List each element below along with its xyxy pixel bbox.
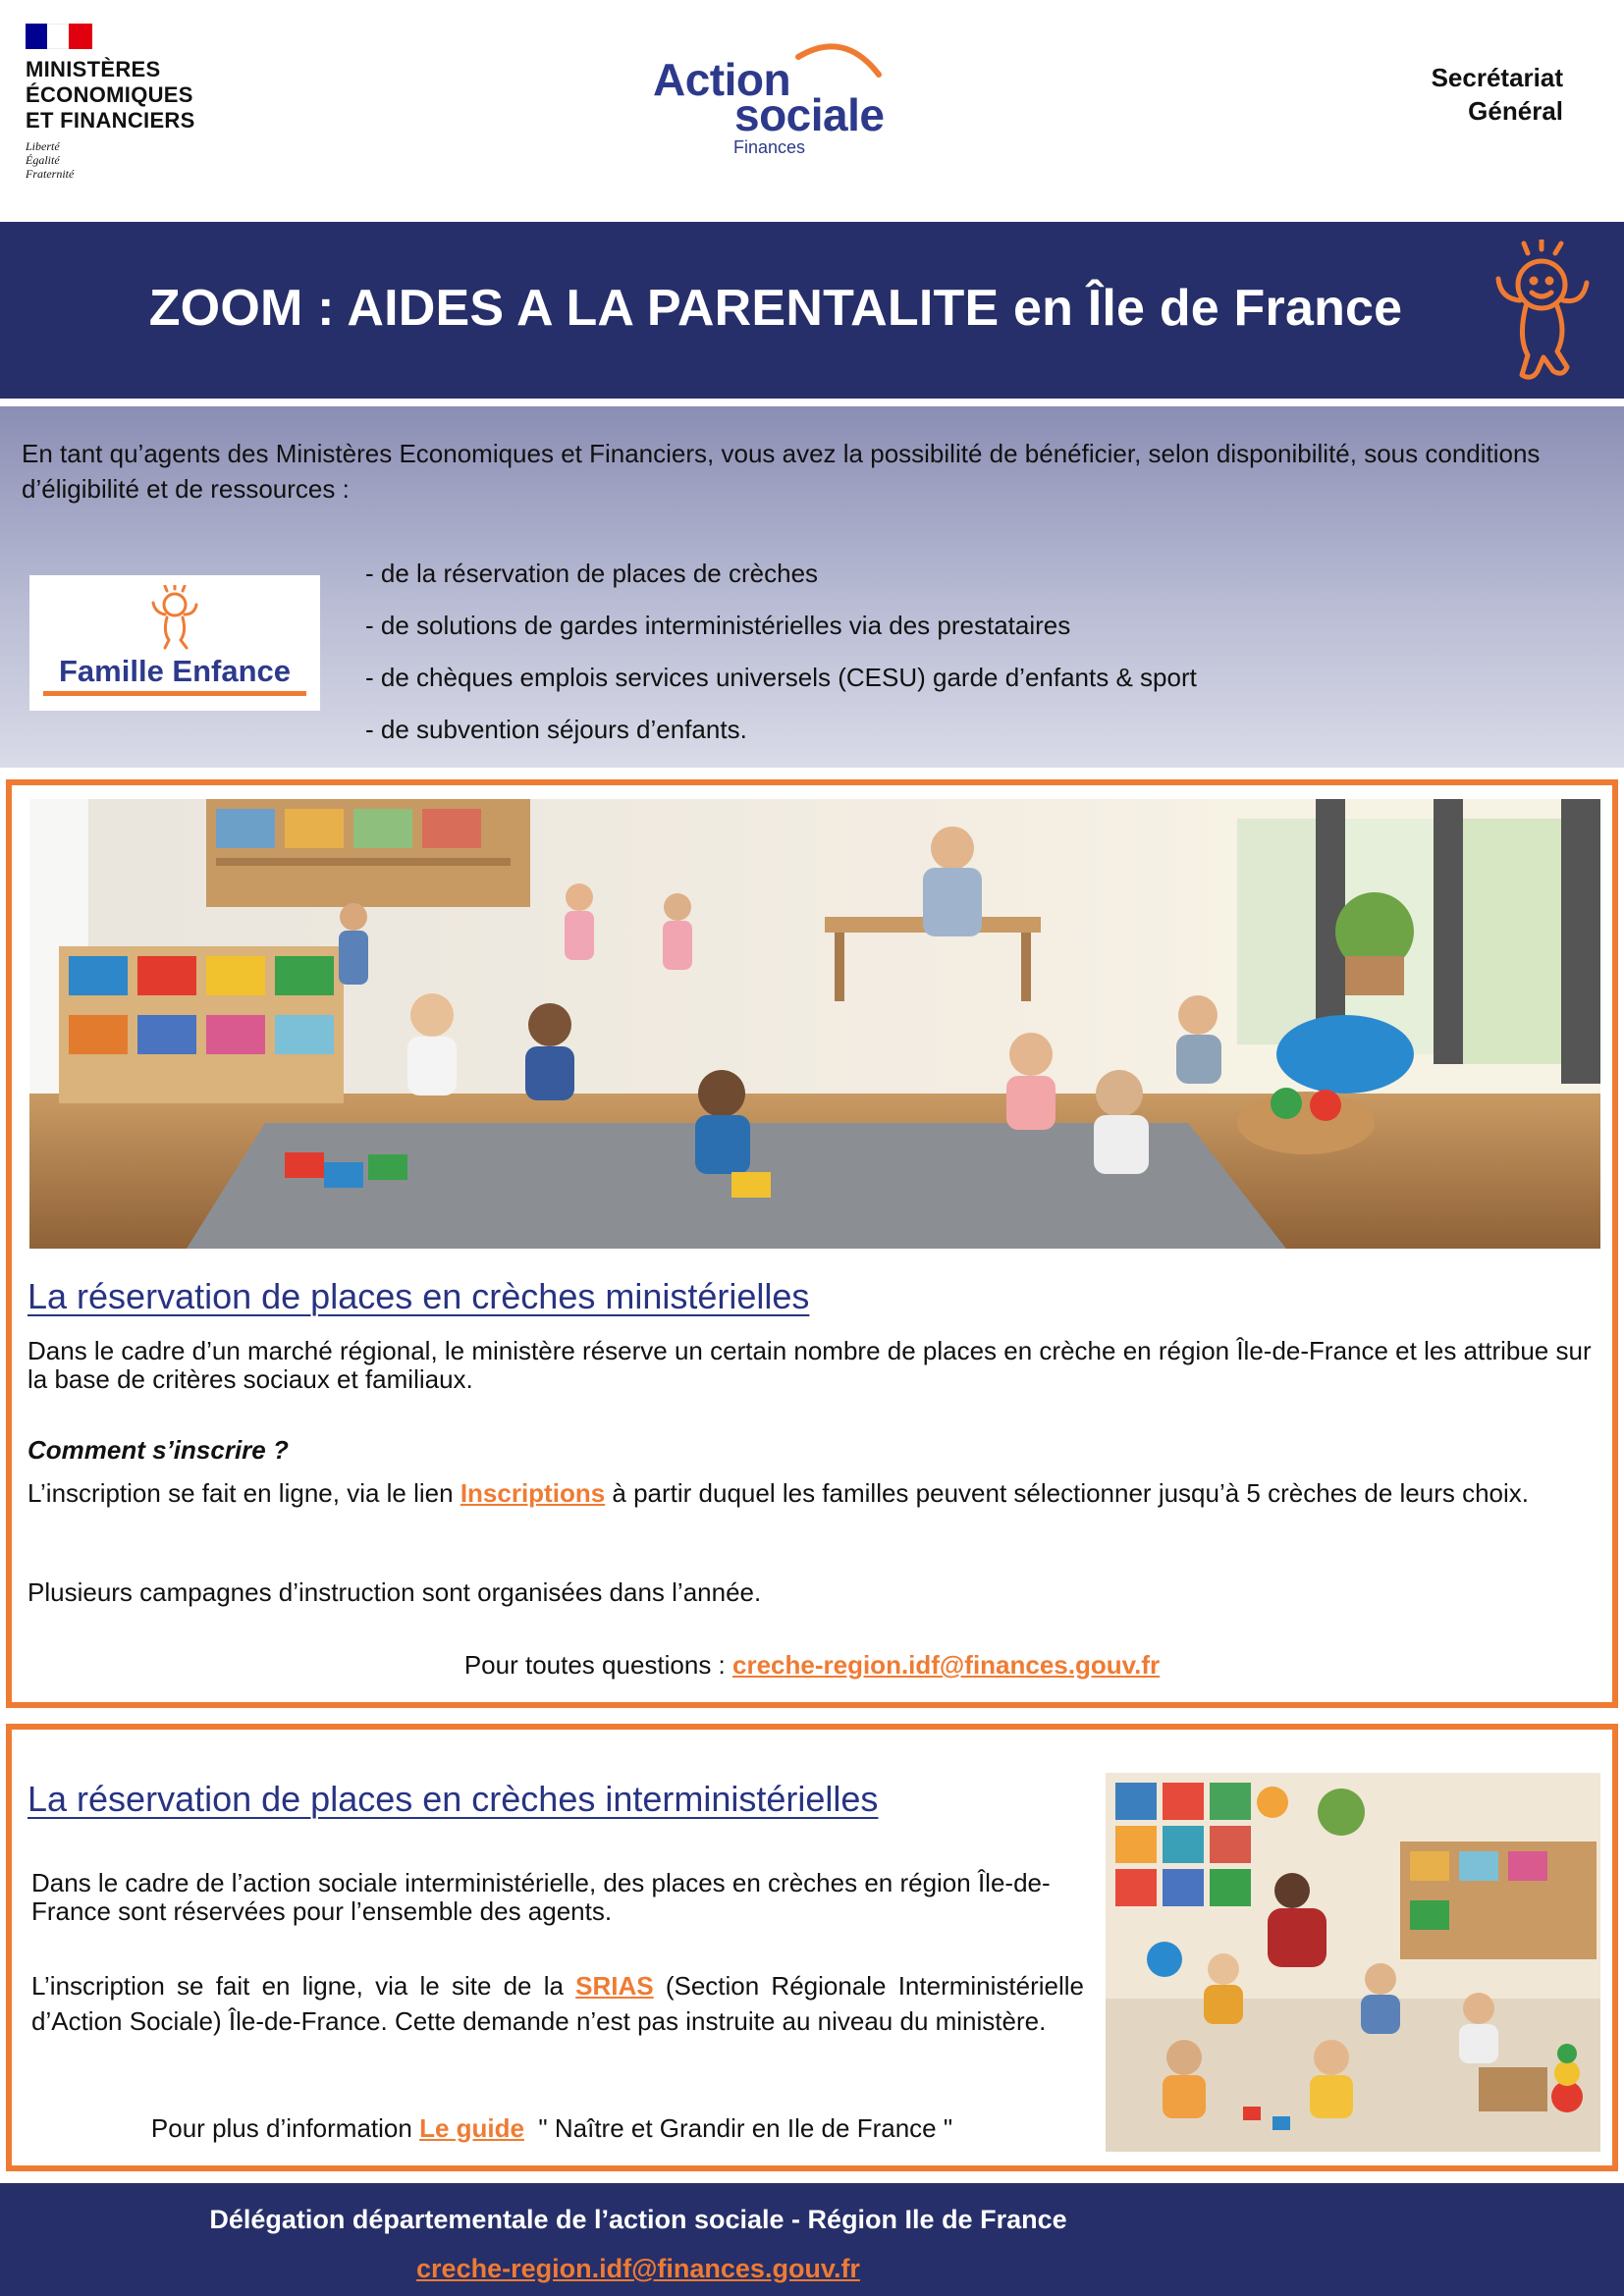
srias-link[interactable]: SRIAS (575, 1971, 654, 2001)
action-sociale-logo (643, 35, 918, 163)
text-fragment: " Naître et Grandir en Ile de France " (523, 2113, 953, 2143)
section-interministerial-creches (6, 1724, 1618, 2171)
secretariat-line: Secrétariat (1431, 63, 1563, 92)
ministry-name-line: MINISTÈRES (26, 57, 161, 81)
famille-enfance-logo (29, 575, 320, 711)
french-flag-icon (26, 24, 92, 49)
page-footer (0, 2183, 1624, 2296)
secretariat-line: Général (1468, 96, 1563, 126)
text-fragment: L’inscription se fait en ligne, via le site de la (31, 1971, 576, 2001)
section-paragraph: Dans le cadre de l’action sociale interministérielle, des places en crèches en région Île-de-France sont réservées pour l’ensemble des agents. (31, 1868, 1051, 1926)
motto-line: Fraternité (26, 167, 75, 181)
section-paragraph: Plusieurs campagnes d’instruction sont organisées dans l’année. (27, 1577, 762, 1607)
contact-line (12, 1651, 1612, 1680)
page-title: ZOOM : AIDES A LA PARENTALITE en Île de France (148, 280, 1403, 337)
intro-panel (0, 406, 1624, 768)
logo-sociale-text: sociale (734, 89, 885, 140)
section-paragraph: Dans le cadre d’un marché régional, le ministère réserve un certain nombre de places en crèche en région Île-de-France et les attribue sur la base de critères sociaux et familiaux. (27, 1336, 1592, 1394)
subheading: Comment s’inscrire ? (27, 1435, 289, 1465)
list-item: - de solutions de gardes interministérielles via des prestataires (365, 611, 1071, 640)
info-line (12, 2114, 1092, 2143)
inscriptions-link[interactable]: Inscriptions (460, 1478, 606, 1508)
motto-line: Liberté (26, 139, 60, 153)
list-item: - de la réservation de places de crèches (365, 559, 819, 588)
children-playroom-photo (1106, 1773, 1600, 2152)
ministry-name-line: ET FINANCIERS (26, 108, 195, 133)
child-icon (145, 585, 204, 650)
contact-email-link[interactable]: creche-region.idf@finances.gouv.fr (732, 1650, 1161, 1680)
page-header (0, 0, 1624, 222)
nursery-classroom-photo (29, 799, 1600, 1249)
motto-line: Égalité (26, 153, 60, 167)
logo-finances-text: Finances (733, 137, 806, 157)
ministry-logo (26, 24, 232, 181)
ministry-name-line: ÉCONOMIQUES (26, 82, 193, 107)
list-item: - de subvention séjours d’enfants. (365, 715, 747, 744)
intro-text: En tant qu’agents des Ministères Economiques et Financiers, vous avez la possibilité de bénéficier, selon disponibilité, sous conditions d’éligibilité et de ressources : (22, 439, 1541, 504)
text-fragment: Pour plus d’information (150, 2113, 420, 2143)
ministry-motto (26, 139, 232, 181)
section-title: La réservation de places en crèches interministérielles (27, 1779, 879, 1819)
title-banner (0, 222, 1624, 399)
section-ministerial-creches (6, 779, 1618, 1708)
footer-email-link[interactable]: creche-region.idf@finances.gouv.fr (416, 2254, 860, 2283)
section-paragraph (27, 1479, 1606, 1508)
text-fragment: (Section Régionale Interministérielle d’Action Sociale) Île-de-France. Cette demande n’est pas instruite au niveau du ministère. (31, 1971, 1084, 2036)
famille-enfance-label: Famille Enfance (58, 654, 292, 688)
logo-action-text: Action (653, 54, 791, 105)
guide-link[interactable]: Le guide (419, 2113, 524, 2143)
section-paragraph (31, 1968, 1084, 2039)
benefits-list (365, 548, 1197, 756)
logo-underline (43, 691, 306, 696)
text-fragment: L’inscription se fait en ligne, via le lien (27, 1478, 460, 1508)
section-title: La réservation de places en crèches ministérielles (27, 1276, 810, 1316)
happy-child-icon (1492, 240, 1600, 387)
list-item: - de chèques emplois services universels (CESU) garde d’enfants & sport (365, 663, 1197, 692)
contact-label: Pour toutes questions : (463, 1650, 732, 1680)
secretariat-general (1432, 61, 1563, 128)
text-fragment: à partir duquel les familles peuvent sélectionner jusqu’à 5 crèches de leurs choix. (605, 1478, 1530, 1508)
footer-title: Délégation départementale de l’action sociale - Région Ile de France (209, 2205, 1067, 2234)
